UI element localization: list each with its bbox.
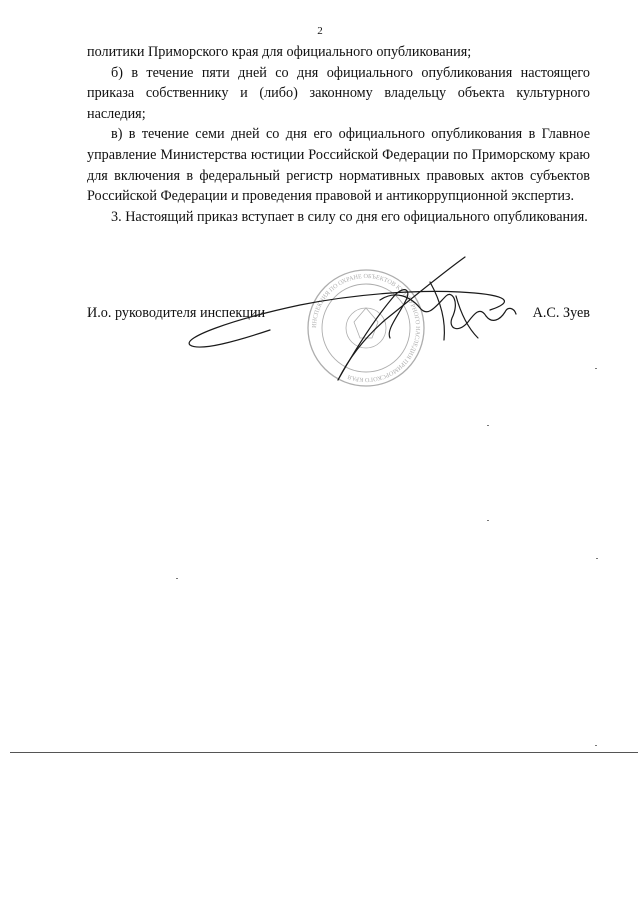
scan-speck bbox=[487, 425, 489, 426]
paragraph-item-v: в) в течение семи дней со дня его официального опубликования в Главное управление Министерства юстиции Российской Федерации по Приморскому краю для включения в федеральный регистр нормативных правовых актов субъектов Российской Федерации и проведения правовой и антикоррупционной экспертиз. bbox=[87, 126, 590, 205]
paragraph-item-b: б) в течение пяти дней со дня официального опубликования настоящего приказа собственнику и (либо) законному владельцу объекта культурного наследия; bbox=[87, 64, 590, 122]
paragraph-item-3: 3. Настоящий приказ вступает в силу со дня его официального опубликования. bbox=[111, 208, 588, 225]
footer-rule bbox=[10, 752, 638, 753]
scan-speck bbox=[595, 368, 597, 369]
scan-speck bbox=[596, 558, 598, 559]
scan-speck bbox=[595, 745, 597, 746]
paragraph-continuation: политики Приморского края для официального опубликования; bbox=[87, 44, 472, 60]
page-number: 2 bbox=[317, 25, 323, 37]
signer-title: И.о. руководителя инспекции bbox=[87, 305, 266, 321]
official-seal bbox=[308, 270, 424, 386]
scan-speck bbox=[176, 578, 178, 579]
svg-text:ИНСПЕКЦИЯ ПО ОХРАНЕ ОБЪЕКТОВ К: ИНСПЕКЦИЯ ПО ОХРАНЕ ОБЪЕКТОВ КУЛЬТУРНОГО НАСЛЕДИЯ ПРИМОРСКОГО КРАЯ bbox=[310, 272, 422, 384]
scan-speck bbox=[487, 520, 489, 521]
signer-name: А.С. Зуев bbox=[532, 305, 590, 321]
